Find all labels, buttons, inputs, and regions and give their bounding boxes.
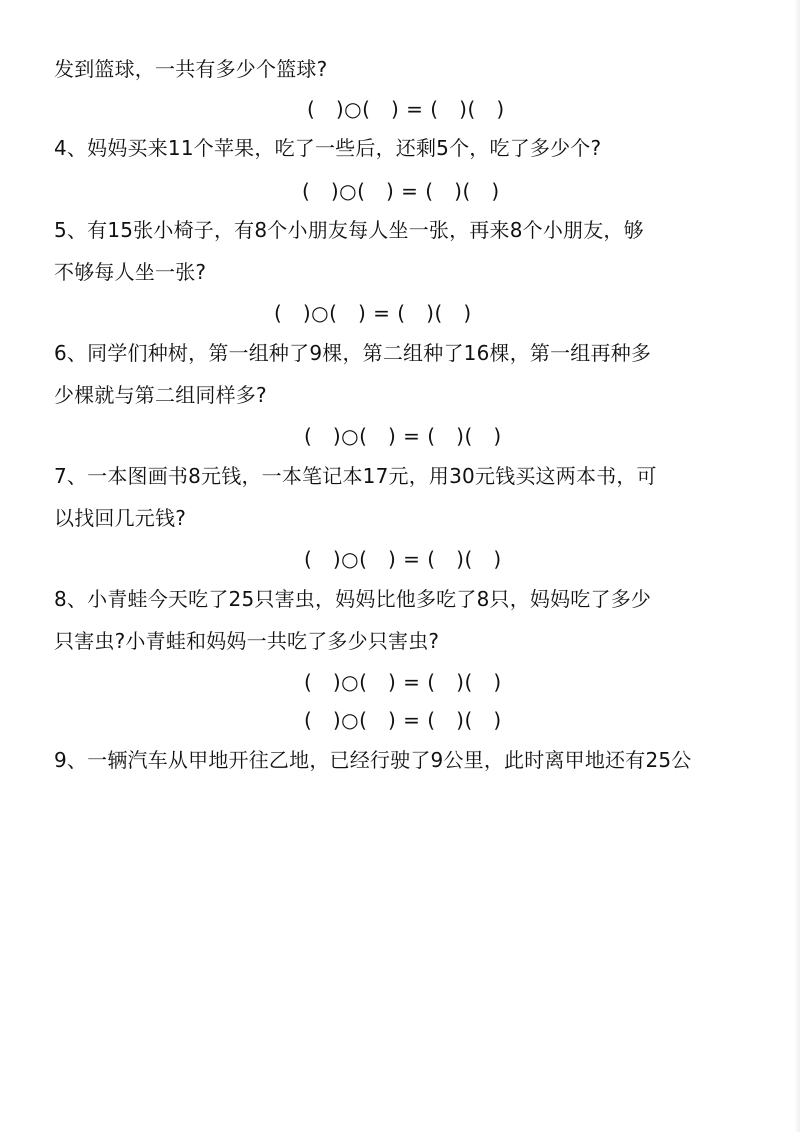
question-9-text-line-1: 9、一辆汽车从甲地开往乙地，已经行驶了9公里，此时离甲地还有25公: [54, 748, 692, 772]
answer-formula-q3: ( )○( ) = ( )( ): [307, 97, 505, 121]
answer-formula-q8-a: ( )○( ) = ( )( ): [304, 670, 502, 694]
question-8-text-line-2: 只害虫?小青蛙和妈妈一共吃了多少只害虫?: [54, 629, 440, 653]
question-7-text-line-2: 以找回几元钱?: [54, 506, 187, 530]
answer-formula-q6: ( )○( ) = ( )( ): [304, 424, 502, 448]
question-5-text-line-2: 不够每人坐一张?: [54, 260, 207, 284]
page-edge-shadow: [794, 0, 800, 1132]
answer-formula-q7: ( )○( ) = ( )( ): [304, 547, 502, 571]
answer-formula-q8-b: ( )○( ) = ( )( ): [304, 708, 502, 732]
question-7-text-line-1: 7、一本图画书8元钱，一本笔记本17元，用30元钱买这两本书，可: [54, 464, 657, 488]
question-6-text-line-1: 6、同学们种树，第一组种了9棵，第二组种了16棵，第一组再种多: [54, 341, 652, 365]
answer-formula-q5: ( )○( ) = ( )( ): [274, 301, 472, 325]
answer-formula-q4: ( )○( ) = ( )( ): [302, 179, 500, 203]
question-8-text-line-1: 8、小青蛙今天吃了25只害虫，妈妈比他多吃了8只，妈妈吃了多少: [54, 587, 652, 611]
question-4-text: 4、妈妈买来11个苹果，吃了一些后，还剩5个，吃了多少个?: [54, 136, 602, 160]
question-5-text-line-1: 5、有15张小椅子，有8个小朋友每人坐一张，再来8个小朋友，够: [54, 218, 644, 242]
question-6-text-line-2: 少棵就与第二组同样多?: [54, 383, 267, 407]
question-3-text-line-2: 发到篮球，一共有多少个篮球?: [54, 57, 328, 81]
